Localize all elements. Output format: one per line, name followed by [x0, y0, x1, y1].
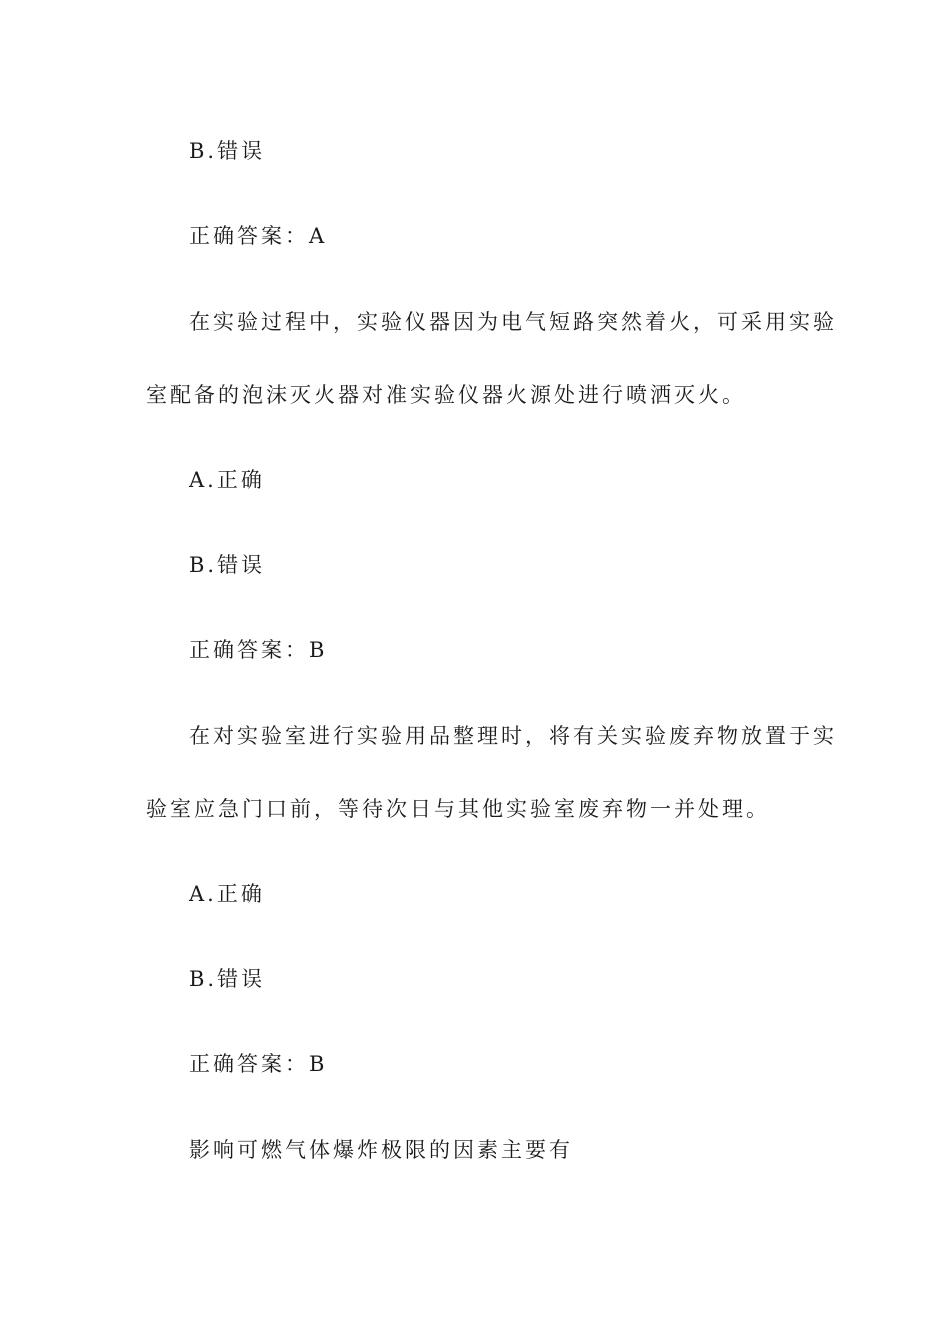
- question-3-line-1: 在对实验室进行实验用品整理时，将有关实验废弃物放置于实: [189, 724, 837, 748]
- option-a-2: A.正确: [189, 468, 265, 492]
- option-b-1: B.错误: [189, 139, 266, 163]
- question-2-line-1: 在实验过程中，实验仪器因为电气短路突然着火，可采用实验: [189, 310, 837, 334]
- answer-1: 正确答案：A: [189, 224, 328, 248]
- option-a-3: A.正确: [189, 882, 265, 906]
- question-4-line-1: 影响可燃气体爆炸极限的因素主要有: [189, 1138, 573, 1162]
- option-b-2: B.错误: [189, 553, 266, 577]
- option-b-3: B.错误: [189, 967, 266, 991]
- question-3-line-2: 验室应急门口前，等待次日与其他实验室废弃物一并处理。: [146, 797, 770, 821]
- question-2-line-2: 室配备的泡沫灭火器对准实验仪器火源处进行喷洒灭火。: [146, 383, 746, 407]
- answer-3: 正确答案：B: [189, 1052, 328, 1076]
- answer-2: 正确答案：B: [189, 638, 328, 662]
